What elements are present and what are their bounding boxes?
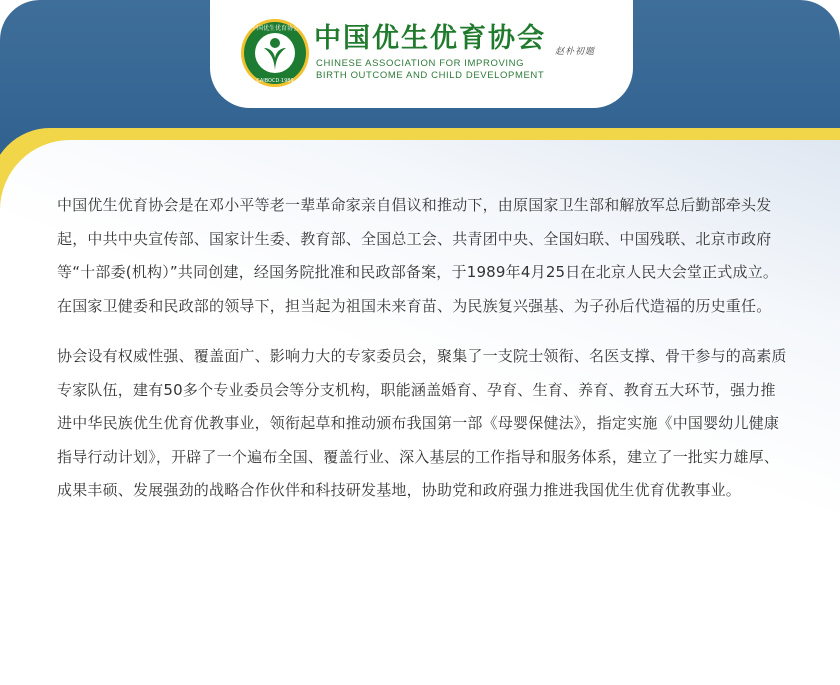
association-emblem-icon bbox=[240, 18, 310, 88]
intro-paragraph-1: 中国优生优育协会是在邓小平等老一辈革命家亲自倡议和推动下，由原国家卫生部和解放军总后勤部牵头发起，中共中央宣传部、国家计生委、教育部、全国总工会、共青团中央、全国妇联、中国残联、北京市政府等“十部委(机构）”共同创建，经国务院批准和民政部备案，于1989年4月25日在北京人民大会堂正式成立。在国家卫健委和民政部的领导下，担当起为祖国未来育苗、为民族复兴强基、为子孙后代造福的历史重任。 bbox=[57, 196, 779, 315]
org-name-chinese: 中国优生优育协会 bbox=[314, 23, 546, 54]
org-name-english-line-1: CHINESE ASSOCIATION FOR IMPROVING bbox=[316, 58, 525, 69]
logo-tab bbox=[210, 0, 633, 108]
emblem-ring-text: 中国优生优育协会 bbox=[250, 25, 300, 32]
intro-paragraph-2: 协会设有权威性强、覆盖面广、影响力大的专家委员会，聚集了一支院士领衔、名医支撑、骨干参与的高素质专家队伍，建有50多个专业委员会等分支机构，职能涵盖婚育、孕育、生育、养育、教育五大环节，强力推进中华民族优生优育优教事业，领衔起草和推动颁布我国第一部《母婴保健法》，指定实施《中国婴幼儿健康指导行动计划》，开辟了一个遍布全国、覆盖行业、深入基层的工作指导和服务体系，建立了一批实力雄厚、成果丰硕、发展强劲的战略合作伙伴和科技研发基地，协助党和政府强力推进我国优生优育优教事业。 bbox=[57, 347, 787, 499]
org-name-english bbox=[316, 58, 544, 82]
calligraphy-signature: 赵朴初题 bbox=[555, 47, 596, 57]
org-name-english-line-2: BIRTH OUTCOME AND CHILD DEVELOPMENT bbox=[316, 70, 545, 81]
intro-text bbox=[57, 189, 787, 508]
emblem-bottom-text: CAIBOCD·1989 bbox=[256, 78, 294, 84]
